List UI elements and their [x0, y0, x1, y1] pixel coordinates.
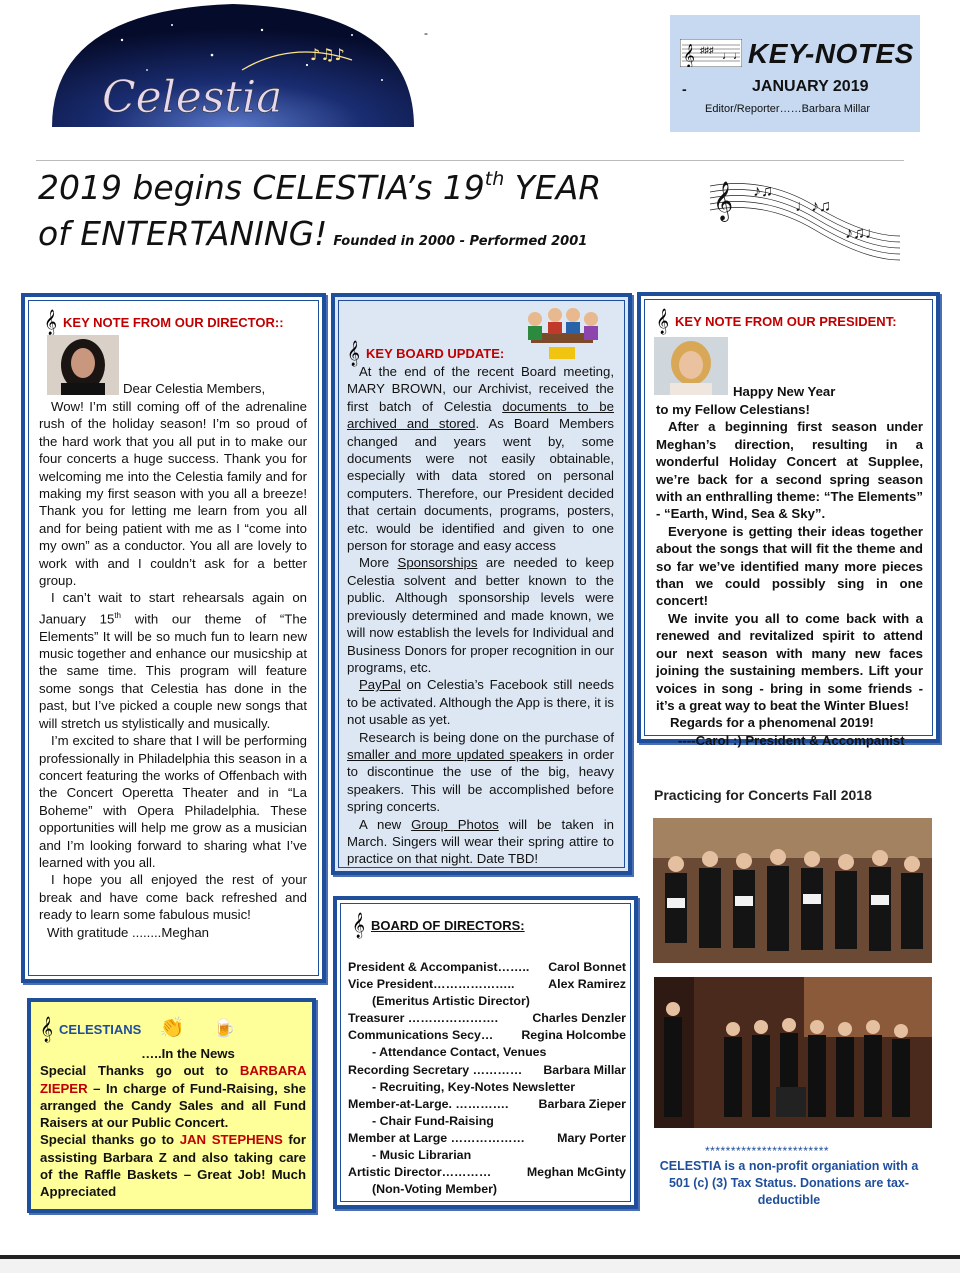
bod-name: Alex Ramirez: [548, 977, 626, 992]
header-dash: -: [424, 26, 428, 40]
bod-role: Communications Secy…: [348, 1028, 494, 1043]
music-notes-icon: [705, 166, 905, 262]
paypal-link: PayPal: [359, 677, 401, 693]
choir-photo-2: [654, 977, 932, 1128]
bod-row-detail: - Music Librarian: [372, 1148, 472, 1163]
bod-role: Vice President………………..: [348, 977, 515, 992]
sponsorships-link: Sponsorships: [397, 555, 478, 571]
headline-line1: 2019 begins CELESTIA’s 19th YEAR: [38, 168, 602, 207]
president-p3: We invite you all to come back with a renewed and revitalized spirit to attend our next season with many new faces joining the sustaining members. Lift your voices in song - bring in some friends - it’s a great way to beat the Winter Blues!: [656, 610, 923, 713]
treble-clef-icon: 𝄞: [40, 1017, 54, 1042]
director-p4: I hope you all enjoyed the rest of your break and have come back refreshed and ready to learn some fabulous music!: [39, 872, 307, 923]
choir-photo-1: [653, 818, 932, 963]
bod-role: Artistic Director…………: [348, 1165, 492, 1180]
meeting-clipart: [521, 303, 603, 361]
bod-row: [348, 1010, 626, 1027]
bod-row: [348, 1130, 626, 1147]
director-p3: I’m excited to share that I will be performing professionally in Philadelphia this season in a concert featuring the works of Offenbach with the Concert Operetta Theater and in “La Boheme” with Opera Philadelphia. These opportunities will help me grow as a musician and I’m looking forward to sharing what I’ve learned with you all.: [39, 733, 307, 870]
bod-role: Member-at-Large. ………….: [348, 1096, 509, 1111]
treble-clef-icon: 𝄞: [347, 341, 361, 366]
president-body: [656, 401, 923, 749]
clapping-hands-icon: 👏: [159, 1017, 185, 1039]
barbara-zieper-name-2: ZIEPER: [40, 1080, 88, 1096]
celestia-logo: [52, 0, 414, 127]
treble-clef-icon: 𝄞: [44, 310, 58, 335]
in-the-news: …..In the News: [141, 1046, 235, 1061]
director-photo: [47, 335, 119, 395]
svg-text:♪♫: ♪♫: [753, 183, 773, 200]
bod-row: [348, 1164, 626, 1181]
headline-line2: of ENTERTANING! Founded in 2000 - Performed 2001: [38, 214, 588, 253]
founded-text: Founded in 2000 - Performed 2001: [333, 234, 588, 249]
bod-row: [348, 976, 626, 993]
board-update-body: At the end of the recent Board meeting, MARY BROWN, our Archivist, received the first batch of Celestia documents to be archived and stored. As Board Members changed and years went by, some documents were not easily obtainable, especially with data stored on personal computers. Therefore, our President decided that certain documents, programs, posters, etc. would be identified and given to one person for storage and easy access More Sponsorships are needed to keep Celestia solvent and better known to the public. Although sponsorship levels were previously determined and made known, we will now establish the levels for Individual and Business Donors for proper recognition in our programs, etc. PayPal on Celestia’s Facebook still needs to be activated. Although the App is there, it is not usable as yet. Research is being done on the purchase of smaller and more updated speakers in order to discontinue the use of the big, heavy speakers. This will be accomplished before spring concerts. A new Group Photos will be taken in March. Singers will wear their spring attire to practice on that night. Date TBD!: [347, 364, 614, 867]
bod-row-detail: (Emeritus Artistic Director): [372, 994, 530, 1009]
svg-text:♯♯♯: ♯♯♯: [700, 45, 714, 55]
barbara-zieper-name-1: BARBARA: [239, 1063, 306, 1079]
bod-row: [348, 1096, 626, 1113]
bod-role: Recording Secretary …………: [348, 1062, 523, 1077]
archive-link: documents to be archived and stored: [347, 398, 614, 432]
director-p1: Wow! I’m still coming off of the adrenaline rush of the holiday season! I’m so proud of the hard work that you all put in to make our four concerts a huge success. Thank you for welcoming me into the Celestia family and for making my first season with you all a breeze! Thank you for letting me learn from you all and for being patient with me as I “come into my own” as a conductor. You all are lovely to work with and I couldn’t ask for a better group.: [39, 399, 307, 589]
nonprofit-note: CELESTIA is a non-profit organiation with a 501 (c) (3) Tax Status. Donations are tax-deductible: [659, 1159, 919, 1207]
svg-text:♪♫♩: ♪♫♩: [845, 225, 881, 242]
speakers-link: smaller and more updated speakers: [347, 746, 563, 762]
photos-caption: Practicing for Concerts Fall 2018: [654, 787, 872, 803]
president-signoff: ----Carol :) President & Accompanist: [678, 732, 905, 748]
keynotes-dash: -: [682, 81, 687, 97]
svg-text:𝄞: 𝄞: [683, 43, 695, 67]
director-heading: 𝄞 KEY NOTE FROM OUR DIRECTOR::: [44, 310, 284, 335]
music-staff-icon: [680, 39, 742, 67]
treble-clef-icon: 𝄞: [656, 309, 670, 334]
president-p2: Everyone is getting their ideas together about the songs that will fit the theme and so far we’ve identified many more pieces than we could possibly sing in one concert!: [656, 523, 923, 609]
svg-text:♪♫♪: ♪♫♪: [310, 45, 345, 64]
bod-row: [348, 1027, 626, 1044]
director-signoff: With gratitude ........Meghan: [47, 924, 209, 940]
bod-row-detail: - Recruiting, Key-Notes Newsletter: [372, 1079, 576, 1094]
logo-text: Celestia: [102, 72, 283, 123]
bod-role: Treasurer ………………….: [348, 1011, 499, 1026]
president-photo: [654, 337, 728, 395]
jan-stephens-name: JAN STEPHENS: [179, 1132, 283, 1148]
celestians-heading: 𝄞 CELESTIANS 👏 🍺: [40, 1017, 236, 1042]
footer-strip: [0, 1259, 960, 1273]
president-p1: After a beginning first season under Meghan’s direction, resulting in a wonderful Holiday Concert at Supplee, we’re back for a second spring season with an enthralling theme: “The Elements” - “Earth, Wind, Sea & Sky”.: [656, 419, 923, 522]
bod-row: [348, 1062, 626, 1079]
editor-credit: Editor/Reporter……Barbara Millar: [705, 103, 871, 115]
svg-text:𝄞: 𝄞: [713, 181, 734, 221]
svg-text:♩♪♫: ♩♪♫: [795, 198, 831, 215]
keynotes-title: KEY-NOTES: [748, 38, 914, 69]
director-body: [39, 398, 307, 941]
president-regards: Regards for a phenomenal 2019!: [670, 715, 874, 731]
keynotes-date: JANUARY 2019: [752, 78, 869, 95]
bod-name: Mary Porter: [557, 1130, 626, 1145]
bod-row-detail: - Chair Fund-Raising: [372, 1113, 494, 1128]
bod-name: Carol Bonnet: [548, 960, 626, 974]
president-heading: 𝄞 KEY NOTE FROM OUR PRESIDENT:: [656, 309, 897, 334]
bod-row-detail: (Non-Voting Member): [372, 1182, 498, 1197]
group-photos-link: Group Photos: [411, 816, 499, 832]
beer-mug-icon: 🍺: [213, 1018, 236, 1038]
bod-heading: 𝄞 BOARD OF DIRECTORS:: [352, 913, 525, 938]
svg-text:♩♩: ♩♩: [722, 50, 742, 62]
bod-list: [348, 959, 626, 1198]
bod-name: Meghan McGinty: [526, 1165, 626, 1180]
stars-divider: ************************: [705, 1144, 830, 1158]
treble-clef-icon: 𝄞: [352, 913, 366, 938]
bod-name: Barbara Millar: [543, 1062, 626, 1077]
president-greeting-1: Happy New Year: [733, 384, 836, 399]
president-greeting-2: to my Fellow Celestians!: [656, 402, 810, 417]
celestians-body: …..In the News Special Thanks go out to BARBARA ZIEPER – In charge of Fund-Raising, she arranged the Candy Sales and all Fund Raisers at our Public Concert. Special thanks go to JAN STEPHENS for assisting Barbara Z and also taking care of the Raffle Baskets – Great Job! Much Appreciated: [40, 1046, 306, 1200]
header-divider: [36, 160, 904, 161]
bod-role: President & Accompanist……..: [348, 960, 530, 974]
director-greeting: Dear Celestia Members,: [123, 381, 266, 396]
bod-name: Barbara Zieper: [538, 1096, 626, 1111]
bod-name: Regina Holcombe: [521, 1028, 626, 1043]
board-update-heading: 𝄞 KEY BOARD UPDATE:: [347, 341, 505, 366]
bod-role: Member at Large ………………: [348, 1130, 525, 1145]
director-p2: I can’t wait to start rehearsals again on January 15th with our theme of “The Elements” It will be so much fun to learn new music together and enhance our musicship at the same time. This program will feature some songs that Celestia has done in the past, but I’ve picked a couple new songs that will stretch us stylistically and musically.: [39, 590, 307, 731]
bod-row: [348, 959, 626, 976]
bod-row-detail: - Attendance Contact, Venues: [372, 1045, 547, 1060]
bod-name: Charles Denzler: [532, 1011, 626, 1026]
